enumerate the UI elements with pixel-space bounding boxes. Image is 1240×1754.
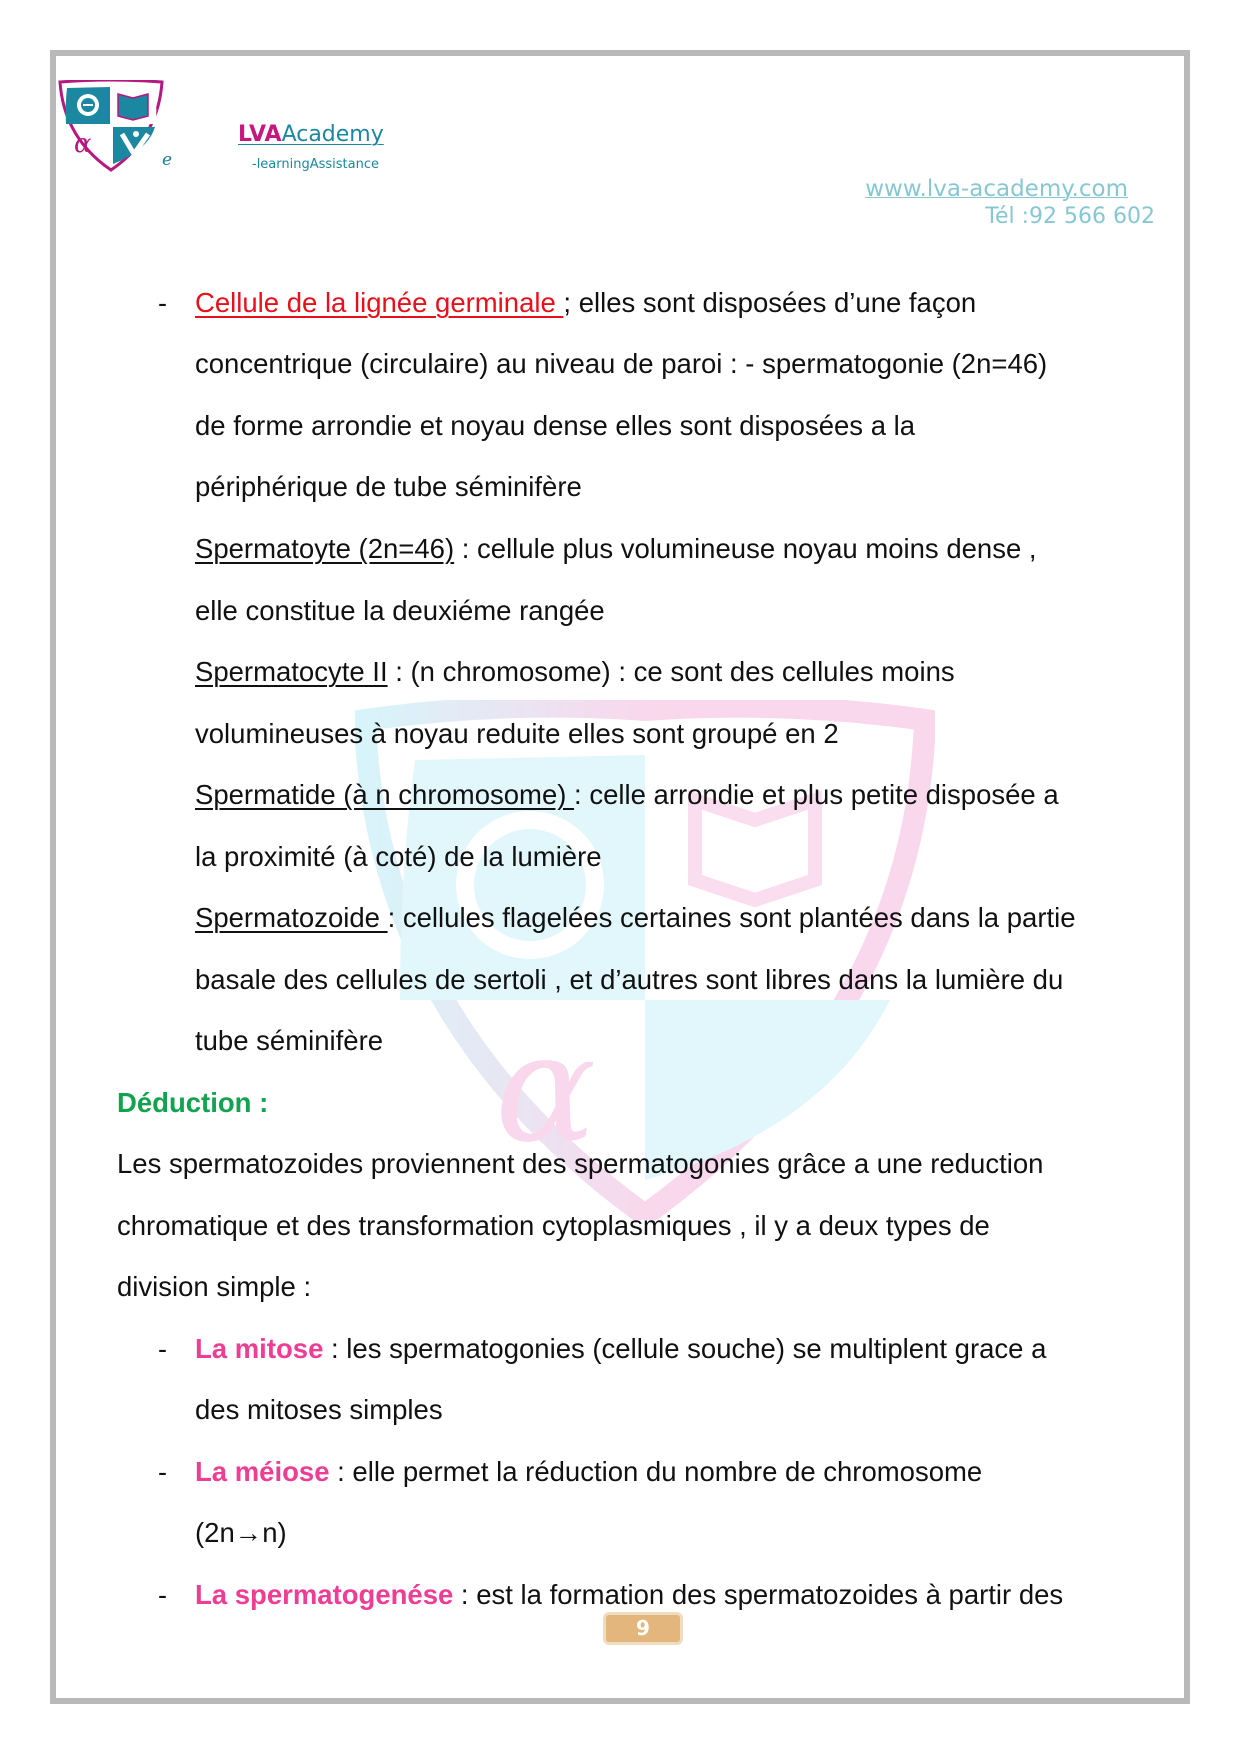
spermatoyte-term: Spermatoyte (2n=46)	[195, 533, 455, 564]
bullet-dash: -	[158, 1334, 167, 1364]
germinal-title: Cellule de la lignée germinale	[195, 287, 564, 318]
spermatide-text: : celle arrondie et plus petite disposée a	[574, 779, 1059, 810]
spermatogenese-text: : est la formation des spermatozoides à partir des	[453, 1579, 1064, 1610]
spermatoyte-cont: elle constitue la deuxiéme rangée	[195, 595, 605, 626]
brand-suffix: Academy	[281, 122, 384, 147]
brand-prefix: LVA	[238, 122, 282, 147]
deduction-line-3: division simple :	[117, 1271, 312, 1302]
germinal-line-1	[195, 286, 976, 320]
bullet-dash: -	[158, 1457, 167, 1487]
spermatozoide-cont-2: tube séminifère	[195, 1025, 384, 1056]
spermatogenese-term: La spermatogenése	[195, 1579, 454, 1610]
spermatocyte2-line	[195, 655, 955, 689]
spermatogenese-line	[195, 1578, 1063, 1612]
spermatide-line	[195, 778, 1059, 812]
spermatocyte2-cont: volumineuses à noyau reduite elles sont groupé en 2	[195, 718, 839, 749]
spermatocyte2-text: : (n chromosome) : ce sont des cellules moins	[387, 656, 955, 687]
mitose-line	[195, 1332, 1046, 1366]
mitose-text: : les spermatogonies (cellule souche) se multiplent grace a	[323, 1333, 1047, 1364]
deduction-line-1: Les spermatozoides proviennent des spermatogonies grâce a une reduction	[117, 1148, 1044, 1179]
svg-text:α: α	[495, 1002, 597, 1176]
page-number: 9	[603, 1612, 683, 1645]
meiose-line	[195, 1455, 982, 1489]
svg-text:α: α	[74, 129, 92, 159]
mitose-term: La mitose	[195, 1333, 324, 1364]
germinal-line-3: de forme arrondie et noyau dense elles sont disposées a la	[195, 410, 916, 441]
brand-tagline: -learningAssistance	[252, 157, 379, 172]
bullet-dash: -	[158, 288, 167, 318]
spermatoyte-line	[195, 532, 1037, 566]
spermatozoide-text: : cellules flagelées certaines sont plantées dans la partie	[387, 902, 1076, 933]
spermatozoide-term: Spermatozoide	[195, 902, 388, 933]
germinal-line-2: concentrique (circulaire) au niveau de paroi : - spermatogonie (2n=46)	[195, 348, 1048, 379]
lva-academy-logo	[58, 80, 164, 172]
phone-number: Tél :92 566 602	[985, 204, 1155, 229]
meiose-term: La méiose	[195, 1456, 330, 1487]
deduction-heading: Déduction :	[117, 1087, 269, 1118]
spermatide-cont: la proximité (à coté) de la lumière	[195, 841, 602, 872]
meiose-text: : elle permet la réduction du nombre de chromosome	[329, 1456, 983, 1487]
spermatide-term: Spermatide (à n chromosome)	[195, 779, 575, 810]
brand-name[interactable]	[238, 122, 384, 147]
spermatoyte-text: : cellule plus volumineuse noyau moins dense ,	[454, 533, 1037, 564]
logo-e-letter: e	[162, 150, 173, 170]
mitose-cont: des mitoses simples	[195, 1394, 443, 1425]
bullet-dash: -	[158, 1580, 167, 1610]
website-link[interactable]: www.lva-academy.com	[865, 176, 1128, 202]
spermatozoide-cont-1: basale des cellules de sertoli , et d’autres sont libres dans la lumière du	[195, 964, 1064, 995]
spermatocyte2-term: Spermatocyte II	[195, 656, 388, 687]
germinal-text: ; elles sont disposées d’une façon	[563, 287, 977, 318]
germinal-line-4: périphérique de tube séminifère	[195, 471, 582, 502]
deduction-line-2: chromatique et des transformation cytoplasmiques , il y a deux types de	[117, 1210, 990, 1241]
spermatozoide-line	[195, 901, 1076, 935]
meiose-cont: (2n→n)	[195, 1517, 287, 1548]
